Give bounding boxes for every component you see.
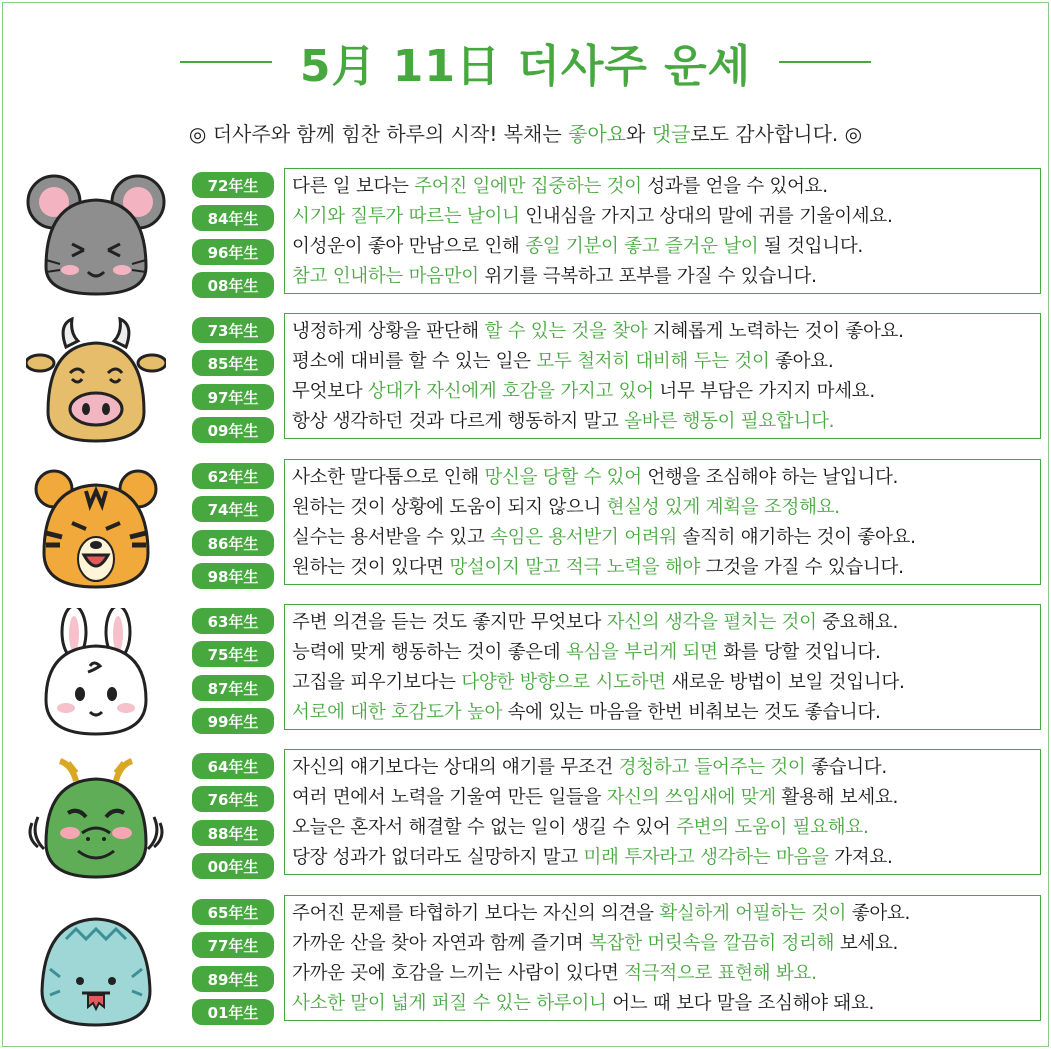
subtitle-part: 좋아요 — [568, 122, 626, 146]
fortune-section — [0, 604, 1051, 732]
fortune-text: 다른 일 보다는 — [292, 176, 415, 197]
fortune-line — [292, 929, 898, 959]
fortune-text: 언행을 조심해야 하는 날입니다. — [641, 467, 899, 488]
fortune-section — [0, 459, 1051, 587]
fortune-section — [0, 313, 1051, 441]
year-badges — [192, 459, 274, 587]
ox-icon — [26, 317, 166, 447]
fortune-text: 항상 생각하던 것과 다르게 행동하지 말고 — [292, 411, 625, 432]
fortune-text: 이성운이 좋아 만남으로 인해 — [292, 236, 526, 257]
subtitle-part: 와 — [625, 122, 652, 146]
year-badge: 75年生 — [192, 641, 274, 667]
title-row — [0, 32, 1051, 92]
fortune-line — [292, 463, 898, 493]
fortune-text: 오늘은 혼자서 해결할 수 없는 일이 생길 수 있어 — [292, 817, 677, 838]
fortune-text: 평소에 대비를 할 수 있는 일은 — [292, 351, 537, 372]
year-badge: 99年生 — [192, 708, 274, 734]
fortune-line — [292, 232, 863, 262]
fortune-text: 중요해요. — [816, 612, 899, 633]
dragon-icon — [26, 753, 166, 883]
fortune-highlight: 자신의 생각을 펼치는 것이 — [606, 612, 817, 633]
fortune-line — [292, 262, 817, 292]
subtitle-part: 로도 감사합니다. ◎ — [690, 122, 863, 146]
fortune-highlight: 망신을 당할 수 있어 — [484, 467, 642, 488]
fortune-line — [292, 317, 904, 347]
fortune-highlight: 적극적으로 표현해 봐요. — [624, 963, 817, 984]
fortune-text: 가까운 산을 찾아 자연과 함께 즐기며 — [292, 933, 590, 954]
fortune-text: 원하는 것이 상황에 도움이 되지 않으니 — [292, 497, 607, 518]
fortune-line — [292, 698, 881, 728]
subtitle-part: ◎ 더사주와 함께 힘찬 하루의 시작! 복채는 — [188, 122, 569, 146]
fortune-text: 활용해 보세요. — [775, 787, 899, 808]
fortune-line — [292, 608, 898, 638]
fortune-text: 가까운 곳에 호감을 느끼는 사람이 있다면 — [292, 963, 625, 984]
year-badge: 86年生 — [192, 530, 274, 556]
fortune-highlight: 자신의 쓰임새에 맞게 — [606, 787, 776, 808]
rabbit-icon — [26, 608, 166, 738]
fortune-highlight: 할 수 있는 것을 찾아 — [484, 321, 648, 342]
year-badge: 72年生 — [192, 172, 274, 198]
fortune-highlight: 올바른 행동이 필요합니다. — [624, 411, 835, 432]
fortune-text: 실수는 용서받을 수 있고 — [292, 527, 491, 548]
year-badge: 73年生 — [192, 317, 274, 343]
fortune-text: 주변 의견을 듣는 것도 좋지만 무엇보다 — [292, 612, 607, 633]
fortune-highlight: 주변의 도움이 필요해요. — [676, 817, 869, 838]
fortune-text-box — [284, 459, 1041, 585]
fortune-text: 주어진 문제를 타협하기 보다는 자신의 의견을 — [292, 903, 660, 924]
year-badge: 96年生 — [192, 239, 274, 265]
year-badge: 01年生 — [192, 999, 274, 1025]
year-badge: 98年生 — [192, 563, 274, 589]
fortune-line — [292, 407, 834, 437]
fortune-line — [292, 813, 869, 843]
fortune-section — [0, 895, 1051, 1023]
fortune-highlight: 현실성 있게 계획을 조정해요. — [606, 497, 840, 518]
fortune-text: 능력에 맞게 행동하는 것이 좋은데 — [292, 642, 566, 663]
year-badges — [192, 313, 274, 441]
fortune-highlight: 다양한 방향으로 시도하면 — [461, 672, 666, 693]
fortune-text: 좋습니다. — [805, 757, 887, 778]
snake-icon — [26, 899, 166, 1029]
fortune-text-box — [284, 749, 1041, 875]
fortune-text: 될 것입니다. — [758, 236, 863, 257]
year-badge: 89年生 — [192, 966, 274, 992]
year-badge: 76年生 — [192, 786, 274, 812]
fortune-line — [292, 172, 828, 202]
fortune-text: 성과를 얻을 수 있어요. — [641, 176, 828, 197]
fortune-highlight: 주어진 일에만 집중하는 것이 — [414, 176, 642, 197]
fortune-highlight: 경청하고 들어주는 것이 — [618, 757, 806, 778]
fortune-line — [292, 638, 881, 668]
fortune-line — [292, 989, 874, 1019]
year-badge: 87年生 — [192, 675, 274, 701]
fortune-text: 속에 있는 마음을 한번 비춰보는 것도 좋습니다. — [502, 702, 881, 723]
fortune-text: 화를 당할 것입니다. — [717, 642, 881, 663]
fortune-text-box — [284, 168, 1041, 294]
fortune-line — [292, 377, 875, 407]
year-badge: 08年生 — [192, 272, 274, 298]
fortune-highlight: 종일 기분이 좋고 즐거운 날이 — [525, 236, 759, 257]
fortune-text: 원하는 것이 있다면 — [292, 557, 450, 578]
fortune-line — [292, 553, 904, 583]
fortune-text-box — [284, 313, 1041, 439]
fortune-text: 사소한 말다툼으로 인해 — [292, 467, 485, 488]
fortune-text: 그것을 가질 수 있습니다. — [700, 557, 904, 578]
year-badge: 97年生 — [192, 384, 274, 410]
year-badge: 62年生 — [192, 463, 274, 489]
year-badge: 64年生 — [192, 753, 274, 779]
fortune-highlight: 미래 투자라고 생각하는 마음을 — [583, 847, 829, 868]
fortune-text: 어느 때 보다 말을 조심해야 돼요. — [606, 993, 875, 1014]
subtitle-part: 댓글 — [651, 122, 691, 146]
fortune-highlight: 모두 철저히 대비해 두는 것이 — [536, 351, 770, 372]
year-badge: 09年生 — [192, 417, 274, 443]
year-badge: 77年生 — [192, 932, 274, 958]
fortune-text: 자신의 얘기보다는 상대의 얘기를 무조건 — [292, 757, 619, 778]
year-badges — [192, 168, 274, 296]
fortune-highlight: 복잡한 머릿속을 깔끔히 정리해 — [589, 933, 835, 954]
page-title: 5月 11日 더사주 운세 — [299, 41, 752, 92]
fortune-line — [292, 202, 893, 232]
fortune-line — [292, 493, 840, 523]
fortune-line — [292, 523, 916, 553]
fortune-text: 지혜롭게 노력하는 것이 좋아요. — [647, 321, 904, 342]
fortune-text: 너무 부담은 가지지 마세요. — [653, 381, 875, 402]
subtitle — [0, 118, 1051, 147]
fortune-highlight: 시기와 질투가 따르는 날이니 — [292, 206, 520, 227]
title-divider-left — [180, 61, 272, 63]
year-badge: 63年生 — [192, 608, 274, 634]
fortune-highlight: 참고 인내하는 마음만이 — [292, 266, 479, 287]
fortune-highlight: 상대가 자신에게 호감을 가지고 있어 — [367, 381, 654, 402]
fortune-line — [292, 668, 905, 698]
fortune-line — [292, 959, 817, 989]
fortune-text: 새로운 방법이 보일 것입니다. — [665, 672, 905, 693]
fortune-text: 냉정하게 상황을 판단해 — [292, 321, 485, 342]
year-badges — [192, 749, 274, 877]
title-divider-right — [779, 61, 871, 63]
fortune-text: 가져요. — [828, 847, 893, 868]
fortune-line — [292, 899, 910, 929]
fortune-highlight: 욕심을 부리게 되면 — [565, 642, 718, 663]
fortune-highlight: 속임은 용서받기 어려워 — [490, 527, 677, 548]
rat-icon — [26, 172, 166, 302]
fortune-line — [292, 347, 833, 377]
fortune-highlight: 망설이지 말고 적극 노력을 해야 — [449, 557, 701, 578]
year-badge: 85年生 — [192, 350, 274, 376]
year-badge: 65年生 — [192, 899, 274, 925]
fortune-text: 위기를 극복하고 포부를 가질 수 있습니다. — [478, 266, 817, 287]
fortune-text: 무엇보다 — [292, 381, 368, 402]
year-badges — [192, 895, 274, 1023]
fortune-line — [292, 753, 887, 783]
fortune-text: 솔직히 얘기하는 것이 좋아요. — [676, 527, 916, 548]
fortune-line — [292, 783, 898, 813]
fortune-highlight: 확실하게 어필하는 것이 — [659, 903, 847, 924]
fortune-text: 당장 성과가 없더라도 실망하지 말고 — [292, 847, 584, 868]
fortune-text: 인내심을 가지고 상대의 말에 귀를 기울이세요. — [519, 206, 893, 227]
fortune-section — [0, 168, 1051, 296]
tiger-icon — [26, 463, 166, 593]
fortune-section — [0, 749, 1051, 877]
year-badge: 88年生 — [192, 820, 274, 846]
fortune-line — [292, 843, 893, 873]
fortune-text: 여러 면에서 노력을 기울여 만든 일들을 — [292, 787, 607, 808]
year-badge: 84年生 — [192, 205, 274, 231]
fortune-text-box — [284, 895, 1041, 1021]
fortune-text: 좋아요. — [769, 351, 834, 372]
year-badge: 74年生 — [192, 496, 274, 522]
fortune-highlight: 사소한 말이 넓게 퍼질 수 있는 하루이니 — [292, 993, 607, 1014]
fortune-highlight: 서로에 대한 호감도가 높아 — [292, 702, 503, 723]
fortune-text: 고집을 피우기보다는 — [292, 672, 462, 693]
year-badge: 00年生 — [192, 853, 274, 879]
year-badges — [192, 604, 274, 732]
fortune-text: 보세요. — [834, 933, 899, 954]
fortune-text-box — [284, 604, 1041, 730]
fortune-text: 좋아요. — [846, 903, 911, 924]
